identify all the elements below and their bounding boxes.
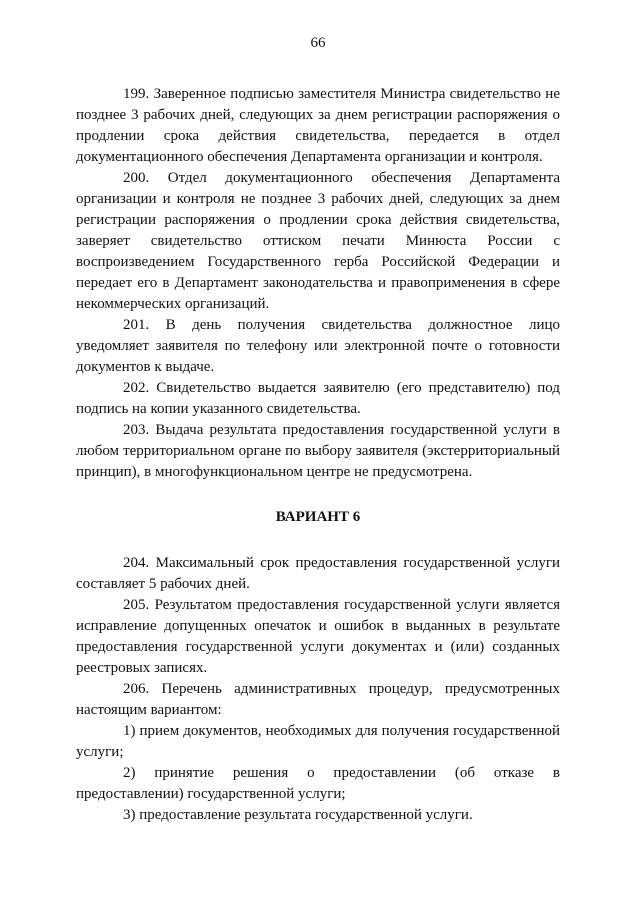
paragraph-201: 201. В день получения свидетельства должностное лицо уведомляет заявителя по телефону или электронной почте о готовности документов к выдаче. [76,317,560,375]
paragraph-206: 206. Перечень административных процедур, предусмотренных настоящим вариантом: [76,681,560,718]
page-number: 66 [310,35,326,51]
paragraph-200: 200. Отдел документационного обеспечения Департамента организации и контроля не позднее 3 рабочих дней, следующих за днем регистрации распоряжения о продлении срока действия свидетельства, заверяет свидетельство оттиском печати Минюста России с воспроизведением Государственного герба Российской Федерации и передает его в Департамент законодательства и правоприменения в сфере некоммерческих организаций. [76,170,560,312]
list-item-2: 2) принятие решения о предоставлении (об отказе в предоставлении) государственной услуги; [76,765,560,802]
paragraph-199: 199. Заверенное подписью заместителя Министра свидетельство не позднее 3 рабочих дней, следующих за днем регистрации распоряжения о продлении срока действия свидетельства, передается в отдел документационного обеспечения Департамента организации и контроля. [76,86,560,165]
paragraph-204: 204. Максимальный срок предоставления государственной услуги составляет 5 рабочих дней. [76,555,560,592]
list-item-1: 1) прием документов, необходимых для получения государственной услуги; [76,723,560,760]
paragraph-202: 202. Свидетельство выдается заявителю (его представителю) под подпись на копии указанного свидетельства. [76,380,560,417]
paragraph-203: 203. Выдача результата предоставления государственной услуги в любом территориальном органе по выбору заявителя (экстерриториальный принцип), в многофункциональном центре не предусмотрена. [76,422,560,480]
section-heading: ВАРИАНТ 6 [275,509,361,525]
paragraph-205: 205. Результатом предоставления государственной услуги является исправление допущенных опечаток и ошибок в выданных в результате предоставления государственной услуги документах и (или) созданных реестровых записях. [76,597,560,676]
list-item-3: 3) предоставление результата государственной услуги. [123,807,473,823]
